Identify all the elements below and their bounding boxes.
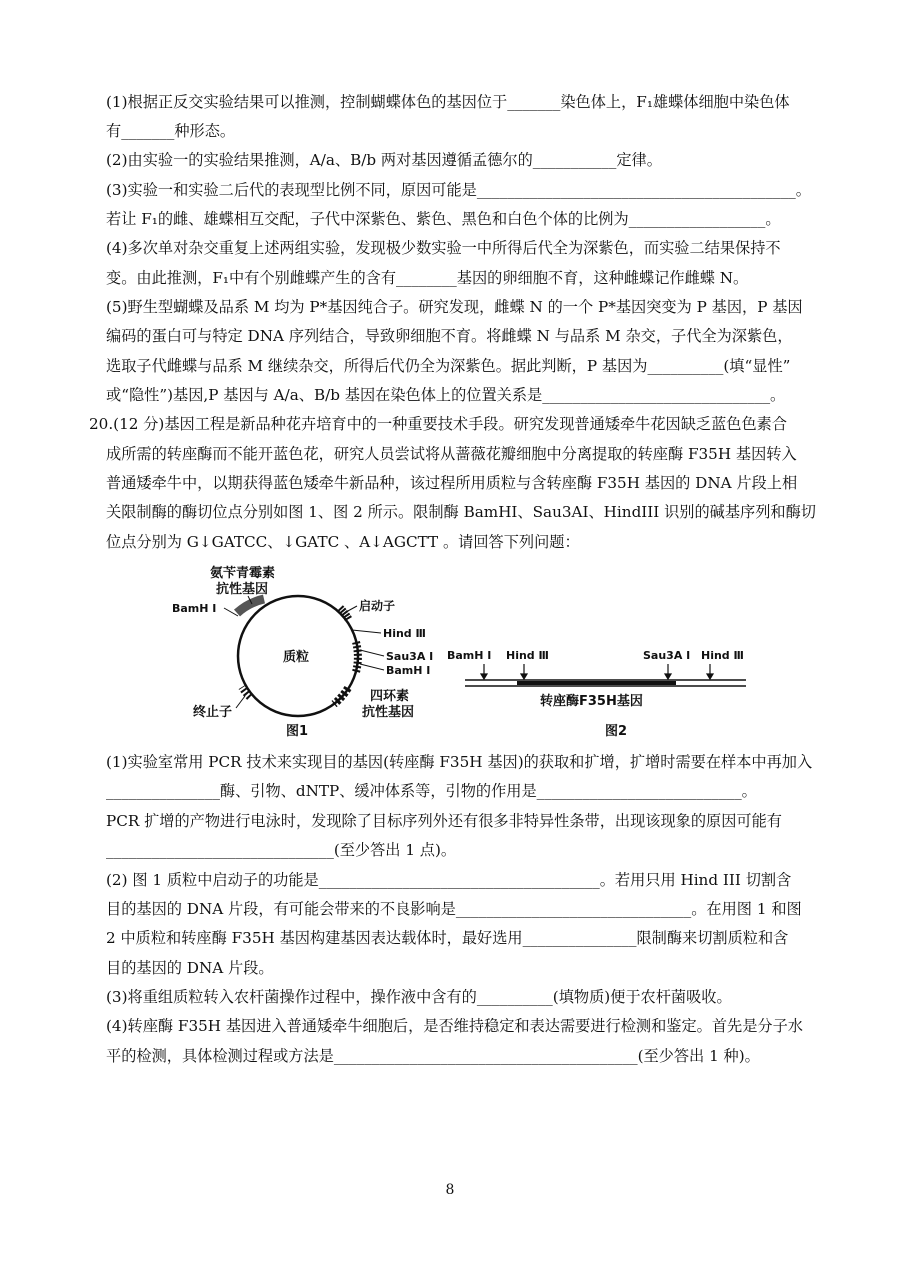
f35h-gene-label: 转座酶F35H基因 [540, 694, 643, 709]
q20-intro-line1: 20.(12 分)基因工程是新品种花卉培育中的一种重要技术手段。研究发现普通矮牵牛花因缺乏蓝色色素合 [89, 415, 788, 433]
q20-4-line1: (4)转座酶 F35H 基因进入普通矮牵牛细胞后，是否维持稳定和表达需要进行检测和鉴定。首先是分子水 [106, 1017, 803, 1035]
q19-5-line2: 编码的蛋白可与特定 DNA 序列结合，导致卵细胞不育。将雌蝶 N 与品系 M 杂交，子代全为深紫色， [106, 327, 793, 345]
hind3-fragment-left-label: Hind Ⅲ [506, 649, 549, 662]
page-number: 8 [445, 1182, 455, 1198]
figure-2-dna-fragment [447, 649, 746, 739]
tetracycline-label-2: 抗性基因 [362, 705, 415, 720]
promoter-label: 启动子 [359, 599, 396, 613]
ampicillin-label-2: 抗性基因 [216, 582, 269, 597]
q19-5-line1: (5)野生型蝴蝶及品系 M 均为 P*基因纯合子。研究发现，雌蝶 N 的一个 P*基因突变为 P 基因，P 基因 [106, 298, 803, 316]
q20-2-line3: 2 中质粒和转座酶 F35H 基因构建基因表达载体时，最好选用_______________限制酶来切割质粒和含 [106, 929, 789, 947]
figure-2-caption: 图2 [605, 724, 628, 739]
figure-1-plasmid [172, 565, 433, 739]
figure-1-caption: 图1 [286, 724, 309, 739]
q20-2-line4: 目的基因的 DNA 片段。 [106, 959, 274, 977]
q19-3-line2: 若让 F₁的雌、雄蝶相互交配，子代中深紫色、紫色、黑色和白色个体的比例为__________________。 [106, 210, 781, 228]
q19-4-line2: 变。由此推测，F₁中有个别雌蝶产生的含有________基因的卵细胞不育，这种雌蝶记作雌蝶 N。 [106, 269, 749, 287]
q20-intro-line4: 关限制酶的酶切位点分别如图 1、图 2 所示。限制酶 BamHI、Sau3AI、HindIII 识别的碱基序列和酶切 [106, 503, 816, 521]
q19-3-line1: (3)实验一和实验二后代的表现型比例不同，原因可能是__________________________________________。 [106, 181, 811, 199]
q20-intro-line3: 普通矮牵牛中，以期获得蓝色矮牵牛新品种，该过程所用质粒与含转座酶 F35H 基因的 DNA 片段上相 [106, 474, 798, 492]
plasmid-center-label: 质粒 [283, 650, 310, 665]
q20-intro-line5: 位点分别为 G↓GATCC、↓GATC 、A↓AGCTT 。请回答下列问题： [106, 533, 580, 551]
q19-5-line3: 选取子代雌蝶与品系 M 继续杂交，所得后代仍全为深紫色。据此判断，P 基因为__________(填“显性” [106, 357, 791, 375]
q20-2-line1: (2) 图 1 质粒中启动子的功能是_____________________________________。若用只用 Hind III 切割含 [106, 871, 792, 889]
q19-2-line: (2)由实验一的实验结果推测，A/a、B/b 两对基因遵循孟德尔的___________定律。 [106, 151, 662, 169]
bamh1-fragment-label: BamH Ⅰ [447, 649, 492, 662]
q20-2-line2: 目的基因的 DNA 片段，有可能会带来的不良影响是_______________________________。在用图 1 和图 [106, 900, 802, 918]
q19-1-line2: 有_______种形态。 [106, 122, 236, 140]
tetracycline-label-1: 四环素 [370, 689, 410, 704]
q20-1-line2: _______________酶、引物、dNTP、缓冲体系等，引物的作用是___________________________。 [106, 782, 757, 800]
sau3a-plasmid-label: Sau3A Ⅰ [386, 650, 434, 663]
q20-intro-line2: 成所需的转座酶而不能开蓝色花，研究人员尝试将从蔷薇花瓣细胞中分离提取的转座酶 F35H 基因转入 [106, 445, 797, 463]
ampicillin-label-1: 氨苄青霉素 [210, 566, 276, 581]
q20-3-line: (3)将重组质粒转入农杆菌操作过程中，操作液中含有的__________(填物质)便于农杆菌吸收。 [106, 988, 732, 1006]
q20-1-line4: ______________________________(至少答出 1 点)。 [106, 841, 457, 859]
q19-1-line1: (1)根据正反交实验结果可以推测，控制蝴蝶体色的基因位于_______染色体上，F₁雄蝶体细胞中染色体 [106, 93, 790, 111]
q20-4-line2: 平的检测，具体检测过程或方法是________________________________________(至少答出 1 种)。 [106, 1047, 760, 1065]
terminator-label: 终止子 [193, 705, 233, 720]
hind3-plasmid-label: Hind Ⅲ [383, 627, 426, 640]
q19-4-line1: (4)多次单对杂交重复上述两组实验，发现极少数实验一中所得后代全为深紫色，而实验二结果保持不 [106, 239, 781, 257]
bamh1-right-label: BamH Ⅰ [386, 664, 431, 677]
sau3a-fragment-label: Sau3A Ⅰ [643, 649, 691, 662]
q19-5-line4: 或“隐性”)基因,P 基因与 A/a、B/b 基因在染色体上的位置关系是______________________________。 [106, 386, 786, 404]
hind3-fragment-right-label: Hind Ⅲ [701, 649, 744, 662]
q20-1-line1: (1)实验室常用 PCR 技术来实现目的基因(转座酶 F35H 基因)的获取和扩增，扩增时需要在样本中再加入 [106, 753, 813, 771]
q20-1-line3: PCR 扩增的产物进行电泳时，发现除了目标序列外还有很多非特异性条带，出现该现象的原因可能有 [106, 812, 782, 830]
bamh1-left-label: BamH Ⅰ [172, 602, 217, 615]
